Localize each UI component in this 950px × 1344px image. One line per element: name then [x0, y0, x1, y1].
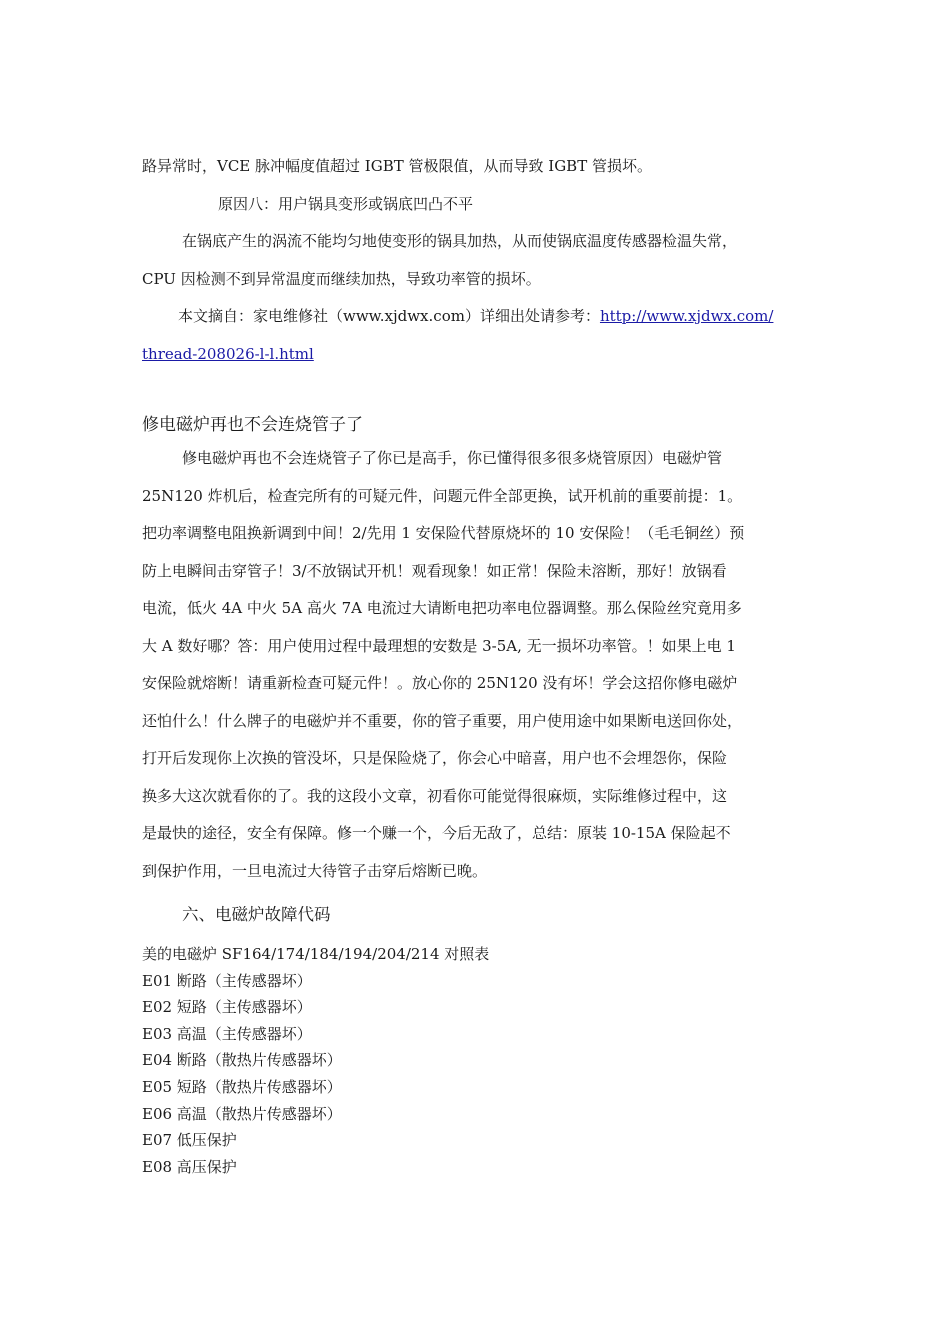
fault-code-item: E03 高温（主传感器坏） — [142, 1024, 312, 1043]
top-section — [142, 148, 812, 373]
source-line — [142, 298, 812, 336]
fault-code-item: E08 高压保护 — [142, 1157, 237, 1176]
fault-code-item: E04 断路（散热片传感器坏） — [142, 1051, 342, 1070]
source-prefix: 本文摘自：家电维修社（www.xjdwx.com）详细出处请参考： — [178, 307, 600, 325]
fault-code-item: E01 断路（主传感器坏） — [142, 971, 312, 990]
article-line: 安保险就熔断！请重新检查可疑元件！。放心你的 25N120 没有坏！学会这招你修电磁炉 — [142, 674, 738, 692]
source-line-continued — [142, 336, 812, 374]
fault-code-item: E02 短路（主传感器坏） — [142, 998, 312, 1017]
article-line: 把功率调整电阻换新调到中间！2/先用 1 安保险代替原烧坏的 10 安保险！（毛毛铜丝）预 — [142, 524, 745, 542]
article-line: 还怕什么！什么牌子的电磁炉并不重要，你的管子重要，用户使用途中如果断电送回你处， — [142, 711, 743, 730]
source-link-continued[interactable]: thread-208026-l-l.html — [142, 344, 314, 363]
article-line: 防上电瞬间击穿管子！3/不放锅试开机！观看现象！如正常！保险未溶断，那好！放锅看 — [142, 561, 727, 580]
fault-codes-list — [142, 941, 812, 1180]
paragraph-line: 在锅底产生的涡流不能均匀地使变形的锅具加热，从而使锅底温度传感器检温失常， — [182, 232, 738, 250]
fault-code-item: E06 高温（散热片传感器坏） — [142, 1104, 342, 1123]
fault-code-item: E05 短路（散热片传感器坏） — [142, 1077, 342, 1096]
article-line: 大 A 数好哪？答：用户使用过程中最理想的安数是 3-5A, 无一损坏功率管。！如果上电 1 — [142, 636, 736, 655]
article-line: 25N120 炸机后，检查完所有的可疑元件，问题元件全部更换，试开机前的重要前提：1。 — [142, 486, 743, 505]
cause8-title: 原因八：用户锅具变形或锅底凹凸不平 — [218, 194, 474, 213]
fault-codes-heading: 六、电磁炉故障代码 — [182, 905, 331, 924]
article-title-block — [142, 410, 812, 435]
article-line: 电流，低火 4A 中火 5A 高火 7A 电流过大请断电把功率电位器调整。那么保险丝究竟用多 — [142, 599, 742, 617]
fault-codes-list-block — [142, 941, 812, 1180]
article-line: 打开后发现你上次换的管没坏，只是保险烧了，你会心中暗喜，用户也不会埋怨你，保险 — [142, 749, 728, 767]
fault-code-item: E07 低压保护 — [142, 1131, 237, 1150]
fault-codes-heading-block — [142, 901, 812, 925]
fault-codes-intro: 美的电磁炉 SF164/174/184/194/204/214 对照表 — [142, 945, 490, 963]
article-body — [142, 440, 812, 890]
paragraph-line: 路异常时，VCE 脉冲幅度值超过 IGBT 管极限值，从而导致 IGBT 管损坏。 — [142, 157, 652, 175]
article-line: 换多大这次就看你的了。我的这段小文章，初看你可能觉得很麻烦，实际维修过程中，这 — [142, 786, 728, 805]
article-line: 修电磁炉再也不会连烧管子了你已是高手，你已懂得很多很多烧管原因）电磁炉管 — [182, 449, 723, 467]
article-line: 到保护作用，一旦电流过大待管子击穿后熔断已晚。 — [142, 861, 488, 880]
article-line: 是最快的途径，安全有保障。修一个赚一个，今后无敌了，总结：原装 10-15A 保险起不 — [142, 824, 731, 842]
source-link[interactable]: http://www.xjdwx.com/ — [599, 307, 774, 325]
paragraph-line: CPU 因检测不到异常温度而继续加热，导致功率管的损坏。 — [142, 269, 541, 288]
article-title: 修电磁炉再也不会连烧管子了 — [142, 415, 363, 435]
